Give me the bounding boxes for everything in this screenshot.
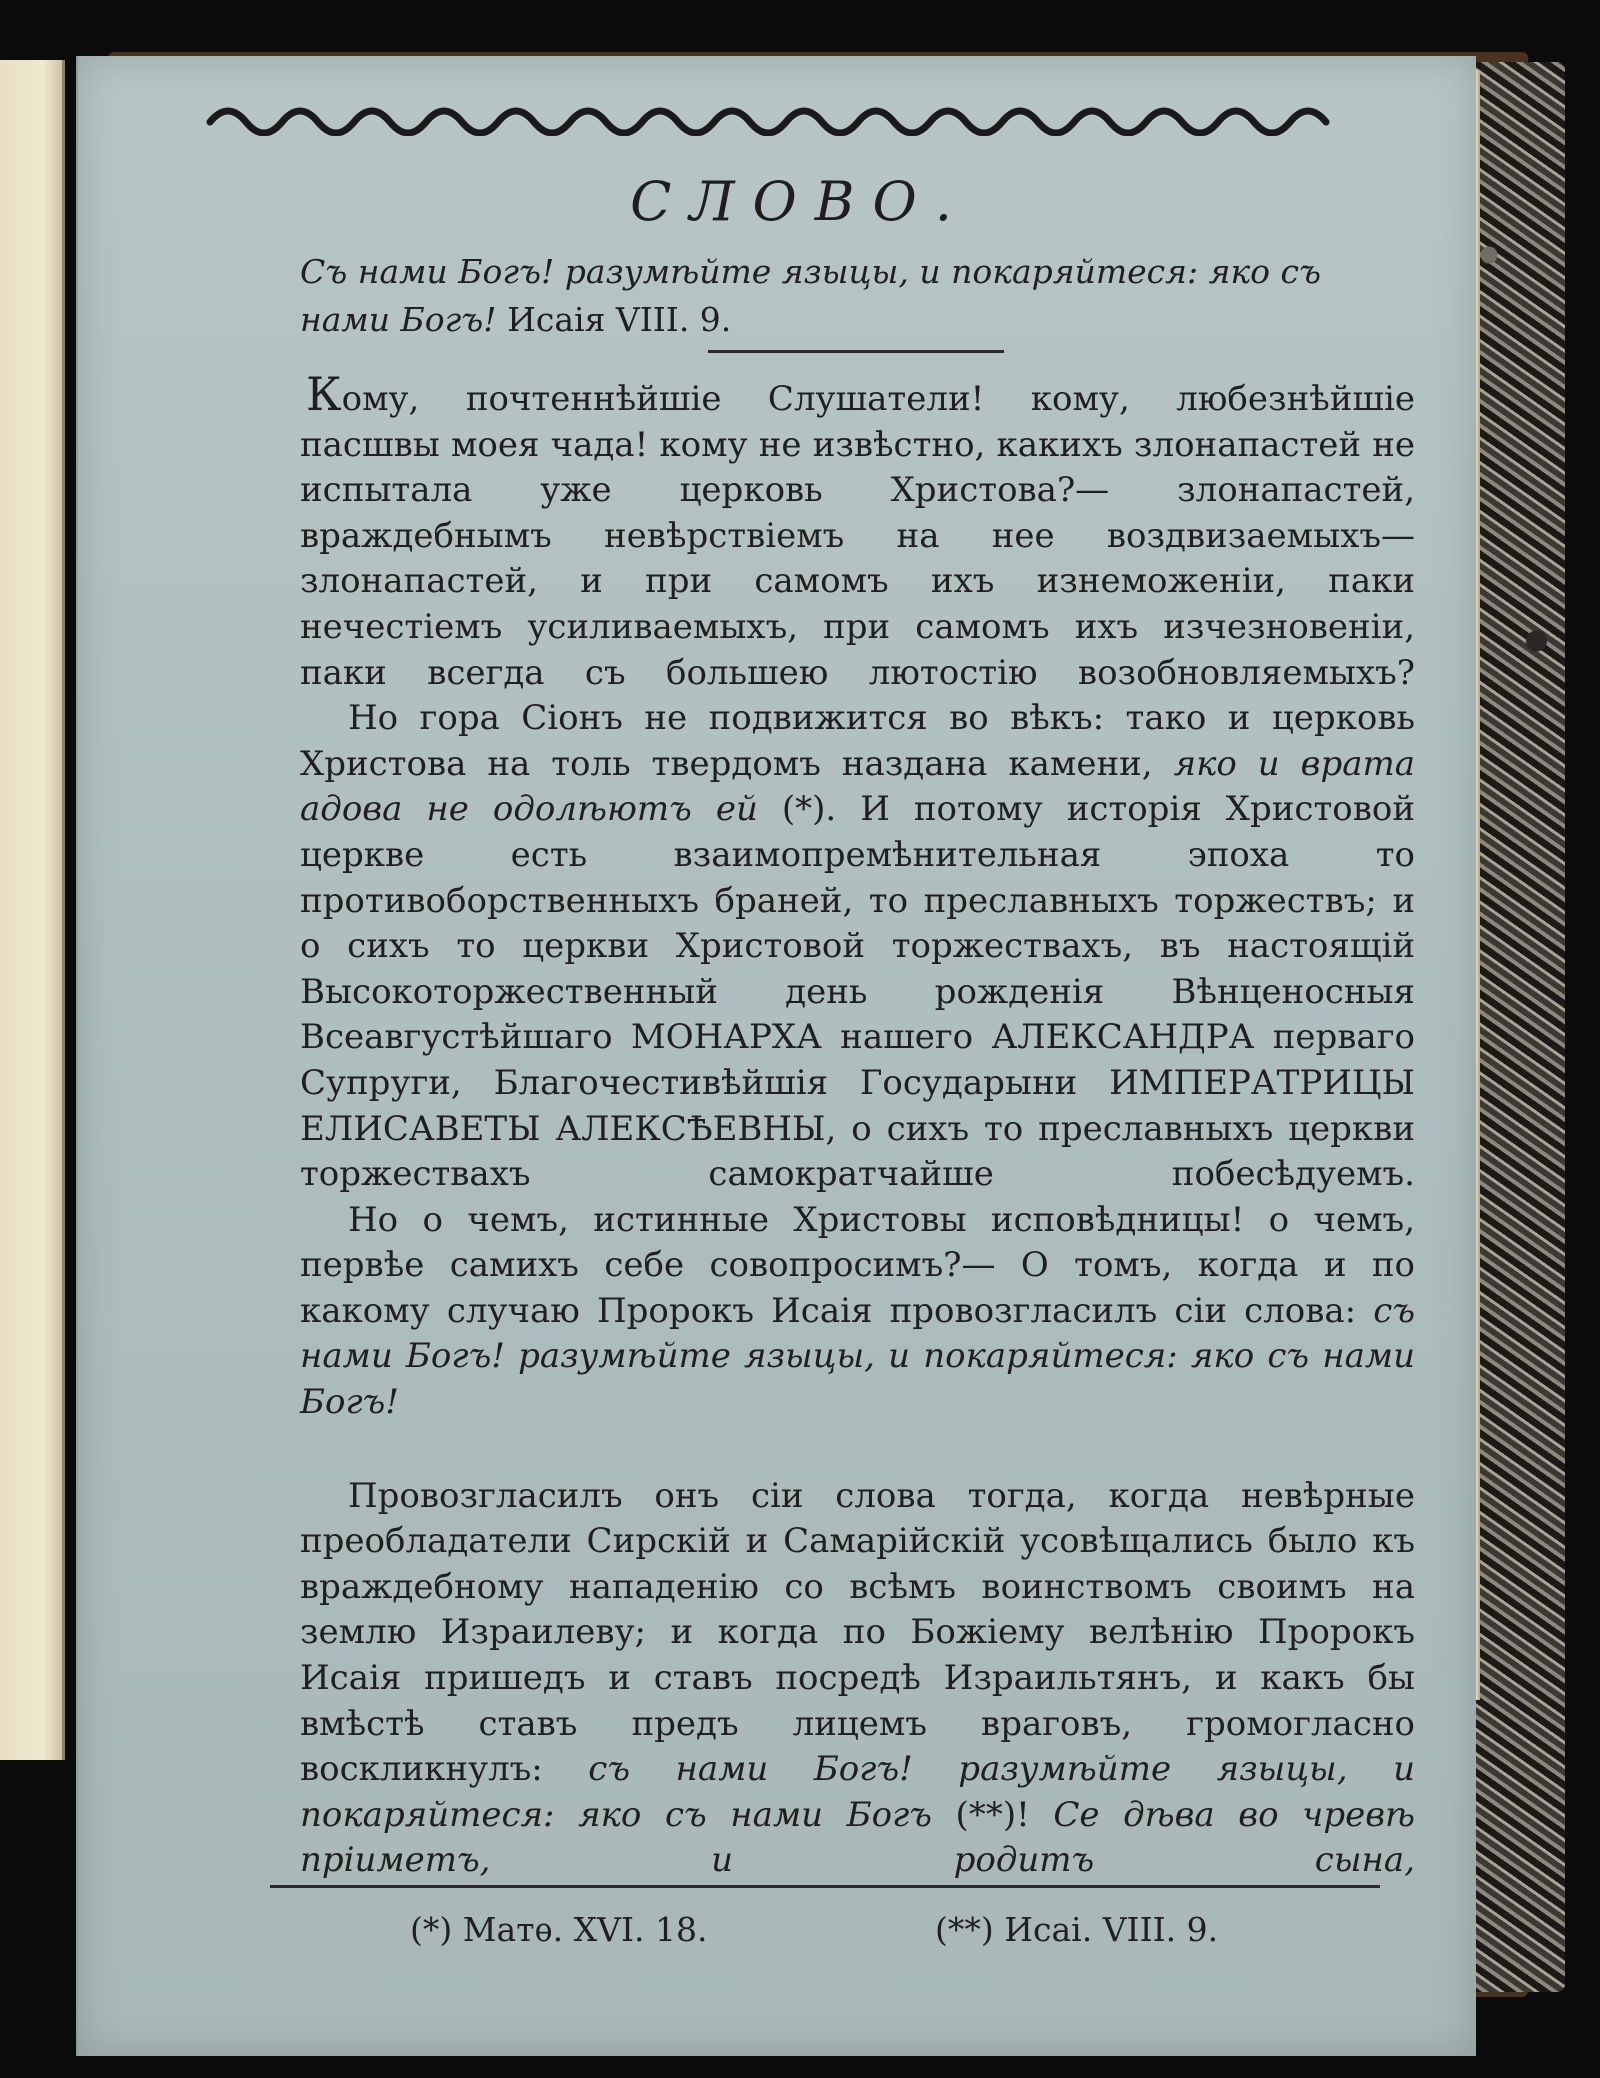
- paragraph-4: [300, 1474, 1415, 1884]
- paragraph-2: [300, 696, 1415, 1198]
- paragraph-4-text-b: (**)!: [931, 1794, 1054, 1835]
- paragraph-2-quote: яко и врата адова не одолѣютъ ей: [300, 743, 1415, 830]
- wave-ornament: [205, 92, 1355, 136]
- epigraph-divider: [708, 350, 1004, 353]
- paragraph-1-text: ому, почтеннѣйшіе Слушатели! кому, любезнѣйшіе пасшвы моея чада! кому не извѣстно, какихъ злонапастей не испытала уже церковь Христова?— злонапастей, враждебнымъ невѣрствіемъ на нее воздвизаемыхъ— злонапастей, и при самомъ ихъ изнеможеніи, паки нечестіемъ усиливаемыхъ, при самомъ ихъ изчезновеніи, паки всегда съ большею лютостію возобновляемыхъ?: [300, 379, 1415, 693]
- epigraph: [300, 248, 1420, 344]
- drop-cap: К: [306, 367, 342, 421]
- paragraph-3: [300, 1198, 1415, 1426]
- page-title: СЛОВО.: [630, 170, 970, 233]
- paragraph-2-text-b: (*). И потому исторія Христовой церкве есть взаимопремѣнительная эпоха то противоборственныхъ браней, то преславныхъ торжествъ; и о сихъ то церкви Христовой торжествахъ, въ настоящій Высокоторжественный день рожденія Вѣнценосныя Всеавгустѣйшаго МОНАРХА нашего АЛЕКСАНДРА перваго Супруги, Благочестивѣйшія Государыни ИМПЕРАТРИЦЫ ЕЛИСАВЕТЫ АЛЕКСѢЕВНЫ, о сихъ то преславныхъ церкви торжествахъ самократчайше побесѣдуемъ.: [300, 789, 1415, 1195]
- epigraph-line-1: Съ нами Богъ! разумѣйте языцы, и покаряйтеся: яко съ: [300, 252, 1322, 291]
- paragraph-4-text-a: Провозгласилъ онъ сіи слова тогда, когда невѣрные преобладатели Сирскій и Самарійскій усовѣщались было къ враждебному нападенію со всѣмъ воинствомъ своимъ на землю Израилеву; и когда по Божіему велѣнію Пророкъ Исаія пришедъ и ставъ посредѣ Израильтянъ, и какъ бы вмѣстѣ ставъ предъ лицемъ враговъ, громогласно воскликнулъ:: [300, 1475, 1415, 1790]
- facing-page-edge: [0, 60, 65, 1760]
- paragraph-3-text: Но о чемъ, истинные Христовы исповѣдницы! о чемъ, первѣе самихъ себе совопросимъ?— О томъ, когда и по какому случаю Пророкъ Исаія провозгласилъ сіи слова:: [300, 1199, 1415, 1331]
- epigraph-line-2: нами Богъ!: [300, 300, 497, 339]
- footnote-1: (*) Матѳ. XVI. 18.: [410, 1910, 708, 1949]
- paragraph-4-quote-b: Се дѣва во чревѣ пріиметъ, и родитъ сына,: [300, 1794, 1415, 1881]
- paragraph-gap: [300, 1426, 1415, 1474]
- paragraph-1: [300, 367, 1415, 696]
- footnote-divider: [270, 1885, 1380, 1888]
- paragraph-4-quote-a: съ нами Богъ! разумѣйте языцы, и покаряйтеся: яко съ нами Богъ: [300, 1749, 1415, 1835]
- sermon-body: [300, 367, 1415, 1884]
- footnote-2: (**) Исаі. VIII. 9.: [935, 1910, 1219, 1949]
- marbled-fore-edge: [1470, 62, 1565, 1992]
- footnotes: [410, 1910, 1410, 1960]
- epigraph-reference: Исаія VIII. 9.: [507, 300, 732, 339]
- paragraph-3-quote: съ нами Богъ! разумѣйте языцы, и покаряйтеся: яко съ нами Богъ!: [300, 1290, 1415, 1423]
- paragraph-2-text-a: Но гора Сіонъ не подвижится во вѣкъ: тако и церковь Христова на толь твердомъ наздана камени,: [300, 698, 1415, 784]
